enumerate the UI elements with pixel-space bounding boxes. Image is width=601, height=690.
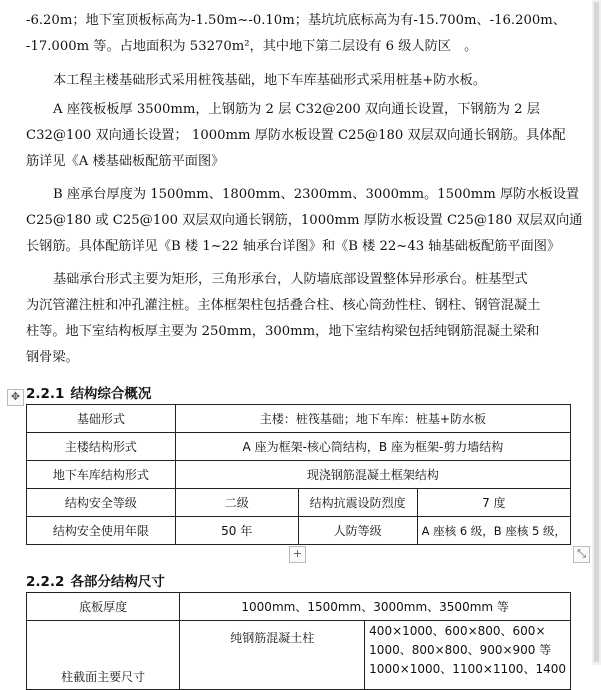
row-label: 基础形式 (27, 405, 176, 433)
add-row-button[interactable]: + (289, 546, 306, 563)
row-value: 主楼：桩筏基础；地下车库：桩基+防水板 (175, 405, 570, 433)
row-label: 结构抗震设防烈度 (298, 489, 417, 517)
row-value (365, 621, 571, 690)
table-row (27, 433, 571, 461)
table-resize-handle-icon[interactable]: ⤡ (573, 546, 590, 563)
row-value: 50 年 (175, 517, 298, 545)
row-label: 地下车库结构形式 (27, 461, 176, 489)
table-row (27, 489, 571, 517)
section-heading-structure-dimensions (26, 570, 165, 590)
row-sub-label: 纯钢筋混凝土柱 (180, 621, 365, 690)
text-line: -6.20m；地下室顶板标高为-1.50m~-0.10m；基坑坑底标高为有-15.700m、-16.200m、 (26, 13, 566, 28)
value-line: 400×1000、600×800、600× (369, 624, 546, 638)
section-heading-structure-overview (26, 382, 151, 402)
section-title: 各部分结构尺寸 (70, 574, 165, 590)
text-line: A 座筏板板厚 3500mm，上钢筋为 2 层 C32@200 双向通长设置，下钢筋为 2 层 (53, 102, 540, 117)
table-row (27, 461, 571, 489)
row-label: 结构安全使用年限 (27, 517, 176, 545)
table-row (27, 593, 571, 621)
row-label: 主楼结构形式 (27, 433, 176, 461)
text-line: C32@100 双向通长设置； 1000mm 厚防水板设置 C25@180 双层双向通长钢筋。具体配 (26, 128, 566, 143)
value-line: 1000、800×800、900×900 等 (369, 643, 552, 657)
section-number: 2.2.2 (26, 574, 65, 590)
scrollbar-thumb[interactable] (594, 2, 599, 662)
table-row (27, 621, 571, 690)
paragraph-intro (26, 8, 574, 60)
section-number: 2.2.1 (26, 386, 65, 402)
text-line: 柱等。地下室结构板厚主要为 250mm，300mm，地下室结构梁包括纯钢筋混凝土梁和 (26, 324, 540, 339)
row-label: 结构安全等级 (27, 489, 176, 517)
table-row (27, 517, 571, 545)
row-value: A 座核 6 级，B 座核 5 级， (417, 517, 570, 545)
text-line: 基础承台形式主要为矩形，三角形承台，人防墙底部设置整体异形承台。桩基型式 (53, 272, 528, 287)
text-line: C25@180 或 C25@100 双层双向通长钢筋，1000mm 厚防水板设置 C25@180 双层双向通 (26, 213, 583, 228)
text-line: -17.000m 等。占地面积为 53270m²，其中地下第二层设有 6 级人防区 。 (26, 39, 478, 54)
value-line: 1000×1000、1100×1100、1400 (369, 662, 566, 676)
row-label: 柱截面主要尺寸 (27, 621, 180, 690)
structure-overview-table (26, 404, 571, 545)
row-label: 人防等级 (298, 517, 417, 545)
row-label: 底板厚度 (27, 593, 180, 621)
row-value: 7 度 (417, 489, 570, 517)
paragraph-cap-shape (26, 267, 574, 371)
structure-dimensions-table (26, 592, 571, 690)
text-line: B 座承台厚度为 1500mm、1800mm、2300mm、3000mm。1500mm 厚防水板设置 (53, 187, 580, 202)
paragraph-a-raft (26, 97, 574, 175)
paragraph-foundation-form (26, 68, 574, 94)
section-title: 结构综合概况 (70, 386, 152, 402)
text-line: 筋详见《A 楼基础板配筋平面图》 (26, 154, 225, 169)
text-line: 为沉管灌注桩和冲孔灌注桩。主体框架柱包括叠合柱、核心筒劲性柱、钢柱、钢管混凝土 (26, 298, 541, 313)
text-line: 长钢筋。具体配筋详见《B 楼 1~22 轴承台详图》和《B 楼 22~43 轴基础板配筋平面图》 (26, 239, 561, 254)
table-row (27, 405, 571, 433)
paragraph-b-cap (26, 182, 583, 260)
text-line: 本工程主楼基础形式采用桩筏基础，地下车库基础形式采用桩基+防水板。 (53, 73, 487, 88)
table-move-handle-icon[interactable]: ✥ (7, 389, 24, 406)
row-value: A 座为框架-核心筒结构，B 座为框架-剪力墙结构 (175, 433, 570, 461)
text-line: 钢骨梁。 (26, 350, 79, 365)
row-value: 现浇钢筋混凝土框架结构 (175, 461, 570, 489)
row-value: 二级 (175, 489, 298, 517)
row-value: 1000mm、1500mm、3000mm、3500mm 等 (180, 593, 571, 621)
